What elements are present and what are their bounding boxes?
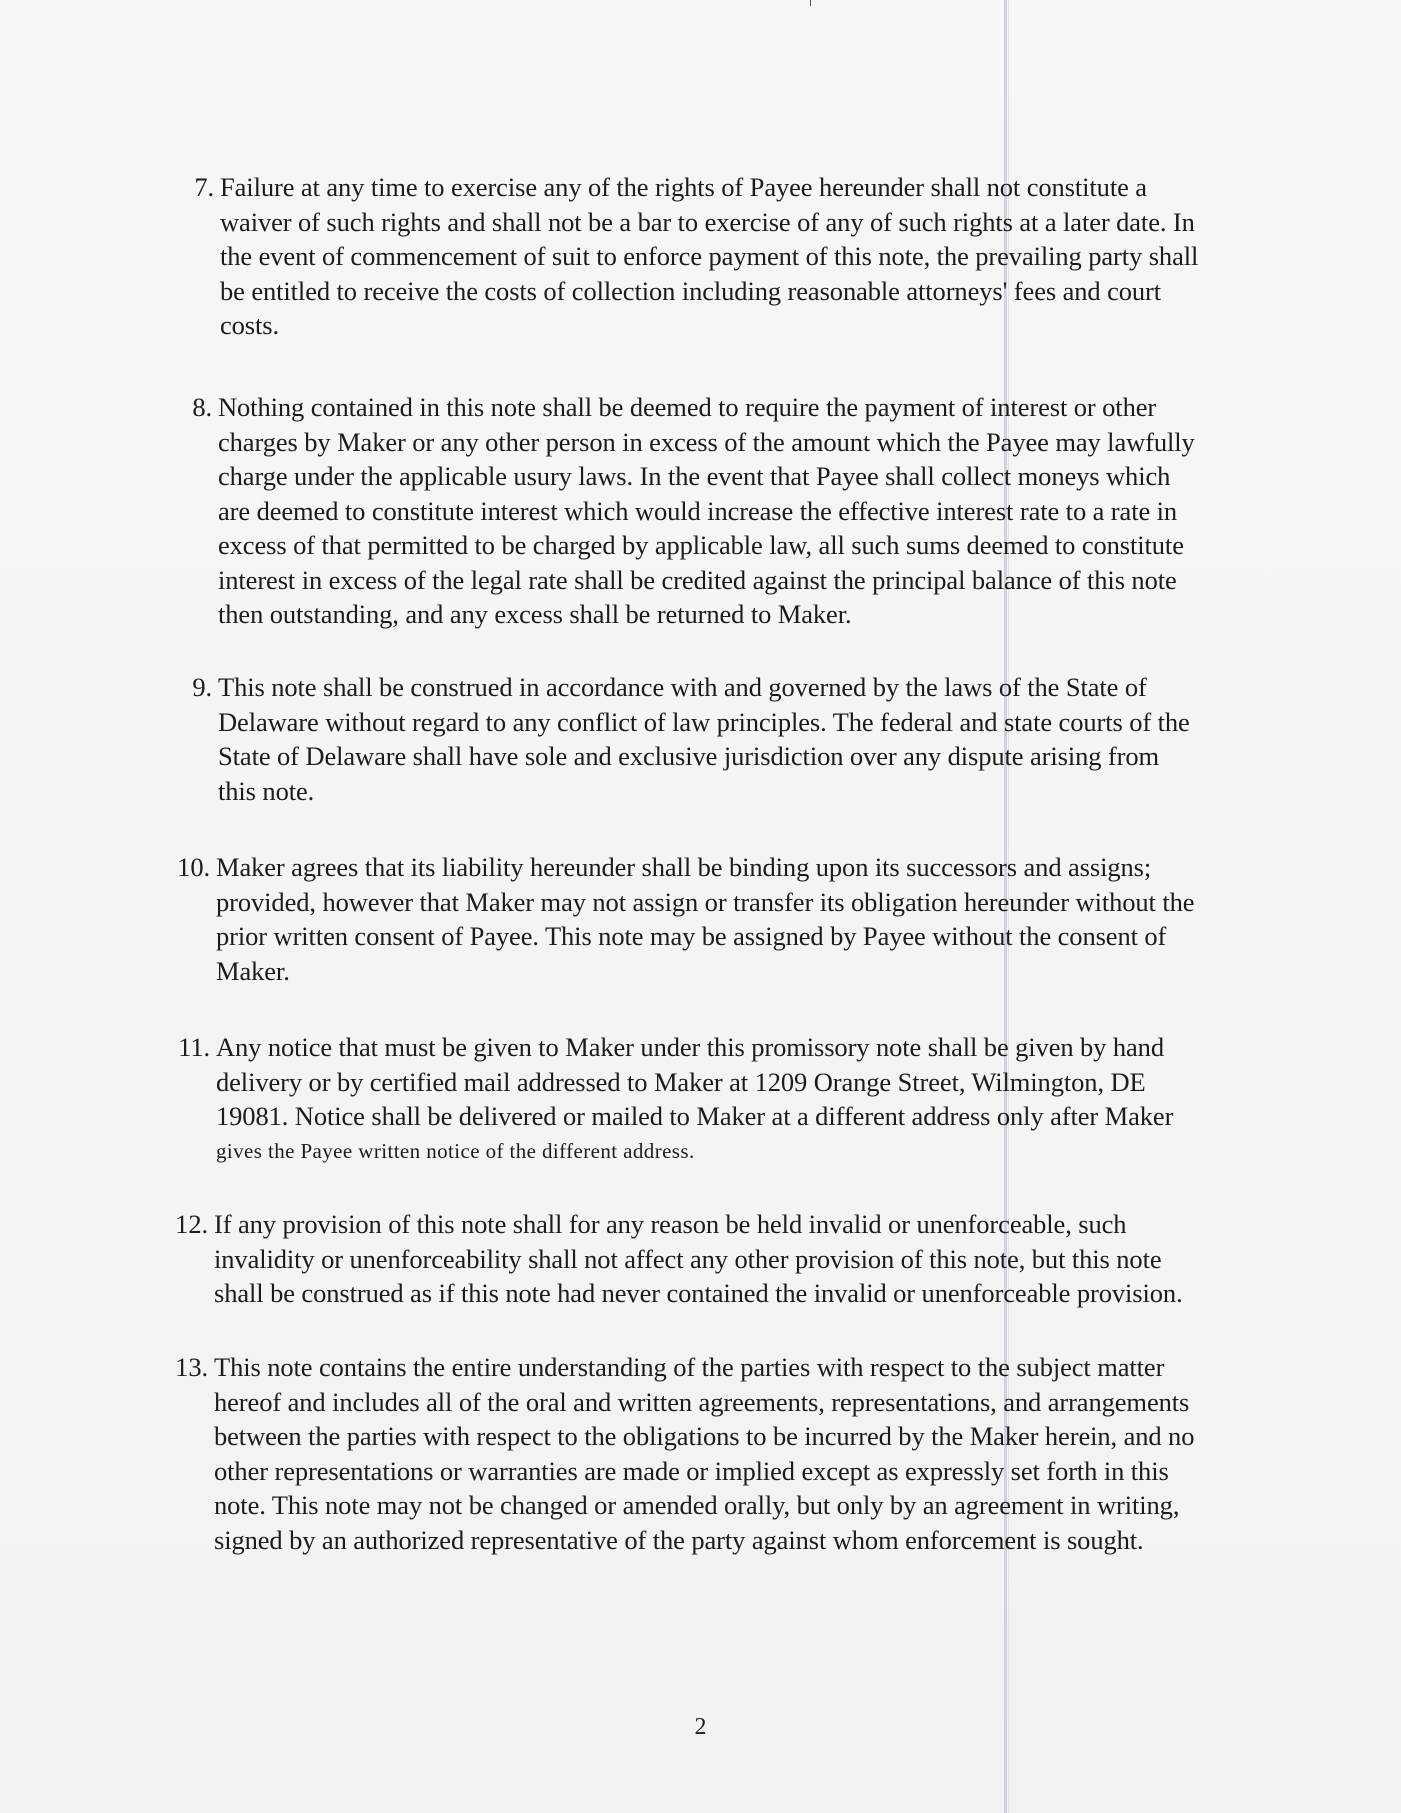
clause-line: the event of commencement of suit to enforce payment of this note, the prevailing party shall bbox=[220, 241, 1199, 271]
clause-line: provided, however that Maker may not assign or transfer its obligation hereunder without the bbox=[216, 886, 1195, 917]
clause-line: invalidity or unenforceability shall not affect any other provision of this note, but this note bbox=[214, 1243, 1162, 1274]
clause-line: waiver of such rights and shall not be a bar to exercise of any of such rights at a later date. In bbox=[220, 206, 1195, 237]
clause-line: note. This note may not be changed or amended orally, but only by an agreement in writing, bbox=[214, 1490, 1180, 1520]
clause-line: excess of that permitted to be charged by applicable law, all such sums deemed to constitute bbox=[218, 530, 1184, 560]
clause-body bbox=[214, 1350, 1254, 1557]
clause-body bbox=[220, 170, 1260, 343]
clause-line: be entitled to receive the costs of collection including reasonable attorneys' fees and court bbox=[220, 275, 1162, 306]
clause-line: costs. bbox=[220, 310, 280, 340]
clause-line: signed by an authorized representative of the party against whom enforcement is sought. bbox=[214, 1524, 1144, 1555]
clause-line: are deemed to constitute interest which would increase the effective interest rate to a rate in bbox=[218, 495, 1178, 526]
clause-body bbox=[216, 850, 1256, 988]
clause-line: other representations or warranties are made or implied except as expressly set forth in this bbox=[214, 1455, 1169, 1486]
clause-line: gives the Payee written notice of the different address. bbox=[216, 1138, 695, 1163]
clause-line: charges by Maker or any other person in excess of the amount which the Payee may lawfully bbox=[218, 426, 1195, 457]
clause-line: delivery or by certified mail addressed to Maker at 1209 Orange Street, Wilmington, DE bbox=[216, 1066, 1146, 1097]
clause-line: 19081. Notice shall be delivered or mailed to Maker at a different address only after Maker bbox=[216, 1101, 1174, 1131]
clause-line: If any provision of this note shall for any reason be held invalid or unenforceable, such bbox=[214, 1209, 1127, 1239]
clause-line: shall be construed as if this note had never contained the invalid or unenforceable provision. bbox=[214, 1278, 1183, 1308]
clause-number: 9. bbox=[192, 672, 212, 702]
clause-line: interest in excess of the legal rate shall be credited against the principal balance of this note bbox=[218, 564, 1177, 595]
clause-line: Nothing contained in this note shall be deemed to require the payment of interest or other bbox=[218, 392, 1157, 422]
clause-number: 13. bbox=[175, 1352, 208, 1382]
clause-body bbox=[216, 1030, 1256, 1168]
clause-number: 8. bbox=[192, 392, 212, 422]
clause-line: Any notice that must be given to Maker under this promissory note shall be given by hand bbox=[216, 1032, 1164, 1062]
clause-line: State of Delaware shall have sole and exclusive jurisdiction over any dispute arising from bbox=[218, 741, 1160, 771]
clause-number: 11. bbox=[178, 1032, 210, 1062]
clause-line: prior written consent of Payee. This note may be assigned by Payee without the consent of bbox=[216, 921, 1167, 951]
clause-line: This note contains the entire understanding of the parties with respect to the subject matter bbox=[214, 1352, 1165, 1382]
clause-number: 7. bbox=[194, 172, 214, 202]
clause-line: Maker. bbox=[216, 955, 290, 986]
clause-line: Maker agrees that its liability hereunder shall be binding upon its successors and assigns; bbox=[216, 852, 1152, 882]
clause-line: Failure at any time to exercise any of the rights of Payee hereunder shall not constitute a bbox=[220, 172, 1147, 202]
clause-line: hereof and includes all of the oral and written agreements, representations, and arrangements bbox=[214, 1386, 1190, 1417]
clause-body bbox=[218, 670, 1258, 808]
clause-line: between the parties with respect to the obligations to be incurred by the Maker herein, and no bbox=[214, 1421, 1195, 1451]
clause-body bbox=[214, 1207, 1254, 1311]
page-number: 2 bbox=[694, 1714, 707, 1740]
clause-line: then outstanding, and any excess shall be returned to Maker. bbox=[218, 599, 852, 629]
clause-body bbox=[218, 390, 1258, 632]
clause-line: This note shall be construed in accordance with and governed by the laws of the State of bbox=[218, 672, 1147, 702]
clause-line: Delaware without regard to any conflict of law principles. The federal and state courts of the bbox=[218, 706, 1190, 737]
clause-line: this note. bbox=[218, 775, 315, 806]
clause-line: charge under the applicable usury laws. In the event that Payee shall collect moneys which bbox=[218, 461, 1171, 491]
clause-number: 10. bbox=[177, 852, 210, 882]
clause-number: 12. bbox=[175, 1209, 208, 1239]
